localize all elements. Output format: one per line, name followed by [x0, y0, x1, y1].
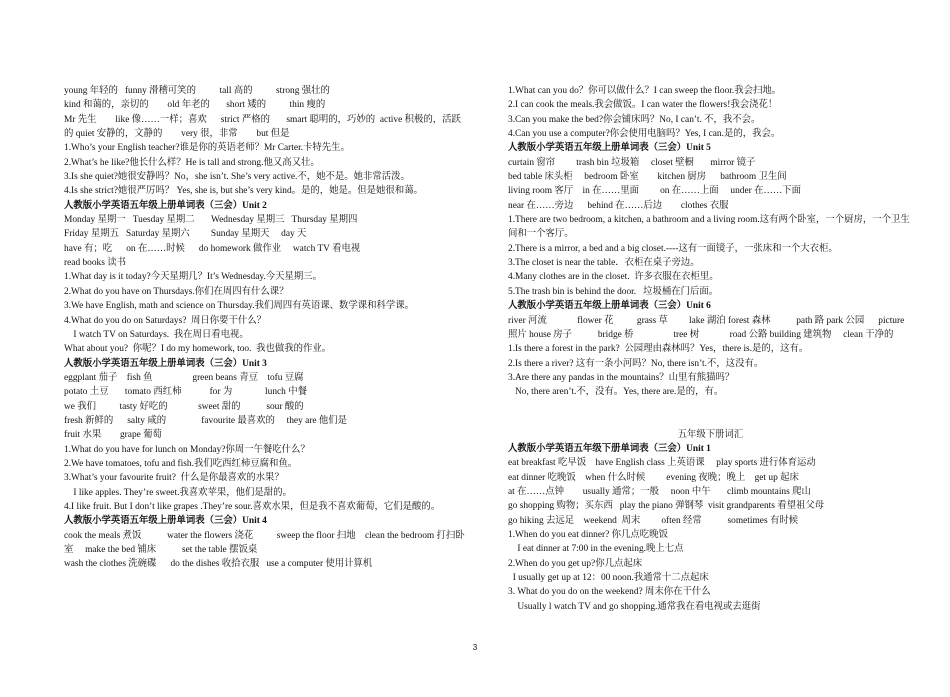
- text-line: 2.There is a mirror, a bed and a big closet.----这有一面镜子，一张床和一个大衣柜。: [508, 243, 838, 254]
- text-line: 1.There are two bedroom, a kitchen, a bathroom and a living room.这有两个卧室，一个厨房，一个卫生间和一个客厅。: [508, 215, 910, 240]
- text-line: 2.What do you have on Thursdays.你们在周四有什么课？: [64, 286, 289, 297]
- text-line: 3.Can you make the bed?你会铺床吗？No, I can’t. 不，我不会。: [508, 114, 761, 125]
- text-line: 4.What do you do on Saturdays? 周日你要干什么？: [64, 315, 267, 326]
- text-line: 3.Are there any pandas in the mountains？山里有熊猫吗？: [508, 372, 735, 383]
- text-line: 5.The trash bin is behind the door. 垃圾桶在门后面。: [508, 286, 719, 297]
- text-line: 2.We have tomatoes, tofu and fish.我们吃西红柿豆腐和鱼。: [64, 458, 298, 469]
- section-heading: 人教版小学英语五年级上册单词表（三会）Unit 2: [64, 200, 267, 211]
- text-line: What about you? 你呢？I do my homework, too. 我也做我的作业。: [64, 344, 332, 355]
- text-line: 4.I like fruit. But I don’t like grapes .They’re sour.喜欢水果，但是我不喜欢葡萄，它们是酸的。: [64, 501, 441, 512]
- text-line: 3.We have English, math and science on Thursday.我们周四有英语课、数学课和科学课。: [64, 301, 414, 312]
- text-line: near 在……旁边 behind 在……后边 clothes 衣服: [508, 200, 729, 211]
- section-title: 五年级下册词汇: [677, 429, 744, 440]
- text-line: 2.I can cook the meals.我会做饭。I can water the flowers!我会浇花！: [508, 100, 778, 111]
- text-line: 2.When do you get up?你几点起床: [508, 558, 643, 569]
- section-heading: 人教版小学英语五年级下册单词表（三会）Unit 1: [508, 443, 711, 454]
- text-line: we 我们 tasty 好吃的 sweet 甜的 sour 酸的: [64, 401, 304, 412]
- text-line: go hiking 去远足 weekend 周末 often 经常 sometimes 有时候: [508, 515, 799, 526]
- text-line: I eat dinner at 7:00 in the evening.晚上七点: [508, 544, 684, 555]
- spacer: [508, 400, 913, 414]
- section-heading: 人教版小学英语五年级上册单词表（三会）Unit 4: [64, 516, 267, 527]
- text-line: potato 土豆 tomato 西红柿 for 为 lunch 中餐: [64, 387, 307, 398]
- section-heading: 人教版小学英语五年级上册单词表（三会）Unit 5: [508, 143, 711, 154]
- text-line: kind 和蔼的，亲切的 old 年老的 short 矮的 thin 瘦的: [64, 100, 326, 111]
- text-line: go shopping 购物；买东西 play the piano 弹钢琴 visit grandparents 看望祖父母: [508, 501, 825, 512]
- text-line: curtain 窗帘 trash bin 垃圾箱 closet 壁橱 mirror 镜子: [508, 157, 756, 168]
- text-line: 4.Many clothes are in the closet. 许多衣服在衣柜里。: [508, 272, 719, 283]
- text-line: 3.The closet is near the table．衣柜在桌子旁边。: [508, 258, 700, 269]
- text-line: 4.Is she strict?她很严厉吗？ Yes, she is, but she’s very kind。是的，她是。但是她很和蔼。: [64, 186, 423, 197]
- text-line: 1.Who’s your English teacher?谁是你的英语老师？Mr Carter.卡特先生。: [64, 143, 350, 154]
- text-line: living room 客厅 in 在……里面 on 在……上面 under 在……下面: [508, 186, 801, 197]
- section-heading: 人教版小学英语五年级上册单词表（三会）Unit 3: [64, 358, 267, 369]
- text-line: 2.What’s he like?他长什么样？He is tall and strong.他又高又壮。: [64, 157, 320, 168]
- text-line: read books 读书: [64, 258, 126, 269]
- text-line: 3.What’s your favourite fruit? 什么是你最喜欢的水果？: [64, 473, 284, 484]
- text-line: wash the clothes 洗碗碟 do the dishes 收拾衣服 use a computer 使用计算机: [64, 559, 373, 570]
- text-line: 4.Can you use a computer?你会使用电脑吗？Yes, I can.是的，我会。: [508, 129, 781, 140]
- text-line: eggplant 茄子 fish 鱼 green beans 青豆 tofu 豆腐: [64, 372, 304, 383]
- text-line: eat breakfast 吃早饭 have English class 上英语课 play sports 进行体育运动: [508, 458, 816, 469]
- text-line: 1.What day is it today?今天星期几？It’s Wednesday.今天星期三。: [64, 272, 323, 283]
- text-line: Usually l watch TV and go shopping.通常我在看电视或去逛街: [508, 601, 761, 612]
- text-line: Mr 先生 like 像……一样；喜欢 strict 严格的 smart 聪明的，巧妙的 active 积极的，活跃的 quiet 安静的，文静的 very 很，非常 but 但是: [64, 114, 461, 140]
- text-line: river 河流 flower 花 grass 草 lake 湖泊 forest 森林 path 路 park 公园 picture 照片 house 房子 bridge 桥 tree 树 road 公路 building 建筑物 clean 干净的: [508, 315, 907, 340]
- text-line: No, there aren’t.不，没有。Yes, there are.是的，有。: [508, 387, 724, 398]
- right-column: [508, 84, 913, 614]
- text-line: 1.What do you have for lunch on Monday?你周一午餐吃什么？: [64, 444, 310, 455]
- text-line: have 有；吃 on 在……时候 do homework 做作业 watch TV 看电视: [64, 243, 361, 254]
- spacer: [508, 414, 913, 428]
- text-line: 2.Is there a river? 这有一条小河吗？No, there isn’t.不，这没有。: [508, 358, 764, 369]
- text-line: Monday 星期一 Tuesday 星期二 Wednesday 星期三 Thursday 星期四: [64, 215, 358, 226]
- text-line: fresh 新鲜的 salty 咸的 favourite 最喜欢的 they are 他们是: [64, 415, 348, 426]
- text-line: eat dinner 吃晚饭 when 什么时候 evening 夜晚；晚上 get up 起床: [508, 472, 799, 483]
- text-line: 3. What do you do on the weekend? 周末你在干什么: [508, 587, 711, 598]
- text-line: cook the meals 煮饭 water the flowers 浇花 sweep the floor 扫地 clean the bedroom 打扫卧室 make the bed 铺床 set the table 摆饭桌: [64, 530, 465, 555]
- text-line: Friday 星期五 Saturday 星期六 Sunday 星期天 day 天: [64, 229, 307, 240]
- text-line: I watch TV on Saturdays. 我在周日看电视。: [64, 329, 249, 340]
- text-line: 1.Is there a forest in the park? 公园理由森林吗？Yes，there is.是的，这有。: [508, 344, 809, 355]
- text-line: young 年轻的 funny 滑稽可笑的 tall 高的 strong 强壮的: [64, 86, 330, 96]
- page-number: 3: [472, 643, 478, 652]
- text-line: 1.What can you do？你可以做什么？I can sweep the floor.我会扫地。: [508, 86, 782, 96]
- text-line: I like apples. They’re sweet.我喜欢苹果，他们是甜的。: [64, 487, 292, 498]
- text-line: 3.Is she quiet?她很安静吗？No，she isn’t. She’s very active.不，她不是。她非常活泼。: [64, 172, 410, 183]
- text-line: I usually get up at 12：00 noon.我通常十二点起床: [508, 573, 709, 583]
- section-heading: 人教版小学英语五年级上册单词表（三会）Unit 6: [508, 301, 711, 312]
- text-line: fruit 水果 grape 葡萄: [64, 430, 162, 441]
- text-line: 1.When do you eat dinner? 你几点吃晚饭: [508, 529, 668, 540]
- text-line: bed table 床头柜 bedroom 卧室 kitchen 厨房 bathroom 卫生间: [508, 172, 787, 183]
- text-line: at 在……点钟 usually 通常；一般 noon 中午 climb mountains 爬山: [508, 486, 811, 497]
- left-column: [64, 84, 469, 572]
